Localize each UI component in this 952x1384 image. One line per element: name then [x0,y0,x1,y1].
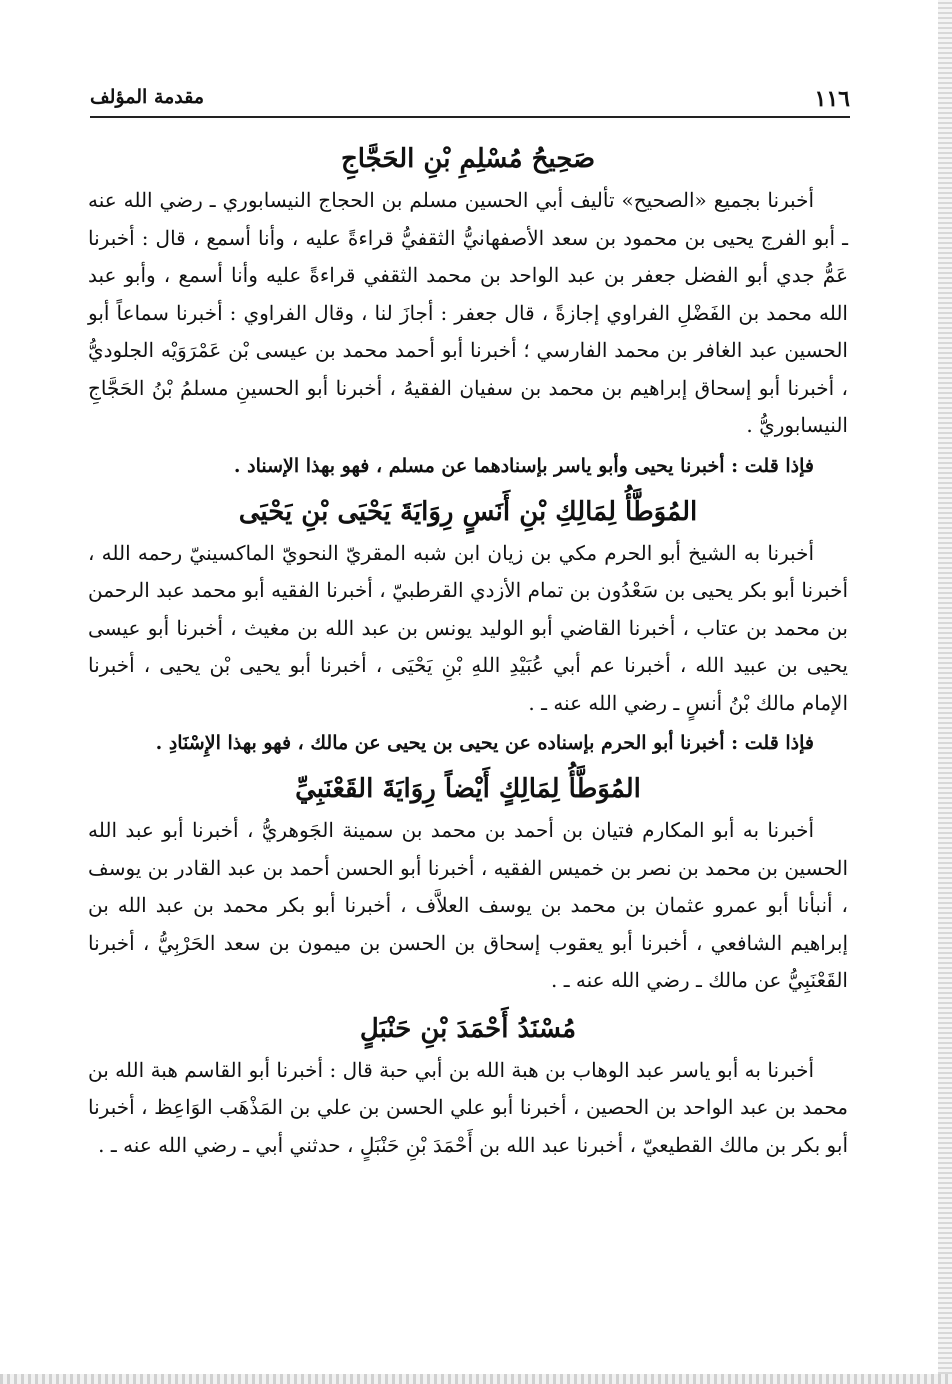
section-muwatta-yahya [88,489,848,761]
running-title: مقدمة المؤلف [90,86,205,108]
isnad-paragraph: أخبرنا بجميع «الصحيح» تأليف أبي الحسين مسلم بن الحجاج النيسابوري ـ رضي الله عنه ـ أبو الفرج يحيى بن محمود بن سعد الأصفهانيُّ الثقفيُّ قراءةً عليه ، وأنا أسمع ، قال : أخبرنا عَمُّ جدي أبو الفضل جعفر بن عبد الواحد بن محمد الثقفي قراءةً عليه وأنا أسمع ، وأبو عبد الله محمد بن الفَضْلِ الفراوي إجازةً ، قال جعفر : أجازَ لنا ، وقال الفراوي : أخبرنا سماعاً أبو الحسين عبد الغافر بن محمد الفارسي ؛ أخبرنا أبو أحمد محمد بن عيسى بْن عَمْرَوَيْه الجلوديُّ ، أخبرنا أبو إسحاق إبراهيم بن محمد بن سفيان الفقيهُ ، أخبرنا أبو الحسينِ مسلمُ بْنُ الحَجَّاجِ النيسابوريُّ . [88,188,848,437]
isnad-note: فإذا قلت : أخبرنا أبو الحرم بإسناده عن يحيى بن يحيى عن مالك ، فهو بهذا الإِسْنَادِ . [155,732,814,754]
isnad-paragraph: أخبرنا به أبو المكارم فتيان بن أحمد بن محمد بن سمينة الجَوهريُّ ، أخبرنا أبو عبد الله الحسين بن محمد بن نصر بن خميس الفقيه ، أخبرنا أبو الحسن أحمد بن عبد القادر بن يوسف ، أنبأنا أبو عمرو عثمان بن محمد بن يوسف العلاَّف ، أخبرنا أبو بكر محمد بن عبد الله بن إبراهيم الشافعي ، أخبرنا أبو يعقوب إسحاق بن الحسن بن ميمون بن سعد الحَرْبِيُّ ، أخبرنا القَعْنَبِيُّ عن مالك ـ رضي الله عنه ـ . [88,818,848,992]
section-sahih-muslim [88,136,848,483]
header-rule [90,116,850,118]
page-number: ١١٦ [814,86,850,112]
section-heading: صَحِيحُ مُسْلِمِ بْنِ الحَجَّاجِ [340,144,596,174]
isnad-paragraph: أخبرنا به أبو ياسر عبد الوهاب بن هبة الله بن أبي حبة قال : أخبرنا أبو القاسم هبة الله بن محمد بن عبد الواحد بن الحصين ، أخبرنا أبو علي الحسن بن علي بن المَذْهَب الوَاعِظ ، أخبرنا أبو بكر بن مالك القطيعيّ ، أخبرنا عبد الله بن أَحْمَدَ بْنِ حَنْبَلٍ ، حدثني أبي ـ رضي الله عنه ـ . [88,1057,848,1157]
section-heading: مُسْنَدُ أَحْمَدَ بْنِ حَنْبَلٍ [359,1013,577,1044]
isnad-paragraph: أخبرنا به الشيخ أبو الحرم مكي بن زيان ابن شبه المقريّ النحويّ الماكسينيّ رحمه الله ، أخبرنا أبو بكر يحيى بن سَعْدُون بن تمام الأزدي القرطبيّ ، أخبرنا الفقيه أبو محمد عبد الرحمن بن محمد بن عتاب ، أخبرنا القاضي أبو الوليد يونس بن عبد الله بن مغيث ، أخبرنا أبو عيسى يحيى بن عبيد الله ، أخبرنا عم أبي عُبَيْدِ اللهِ بْنِ يَحْيَى ، أخبرنا أبو يحيى بْن يحيى ، أخبرنا الإمام مالك بْنُ أنسٍ ـ رضي الله عنه ـ . [88,540,848,715]
section-heading: المُوَطَّأُ لِمَالِكٍ أَيْضاً رِوَايَةَ القَعْنَبِيِّ [295,774,641,804]
scan-edge-right [938,0,952,1384]
section-heading: المُوَطَّأُ لِمَالِكِ بْنِ أَنَسٍ رِوَايَةَ يَحْيَى بْنِ يَحْيَى [238,496,698,527]
page-header [90,86,850,114]
section-muwatta-qanabi [88,766,848,1000]
page-body [88,136,848,1164]
section-musnad-ahmad [88,1006,848,1165]
isnad-note: فإذا قلت : أخبرنا يحيى وأبو ياسر بإسنادهما عن مسلم ، فهو بهذا الإسناد . [233,454,814,477]
scan-edge-bottom [0,1374,952,1384]
